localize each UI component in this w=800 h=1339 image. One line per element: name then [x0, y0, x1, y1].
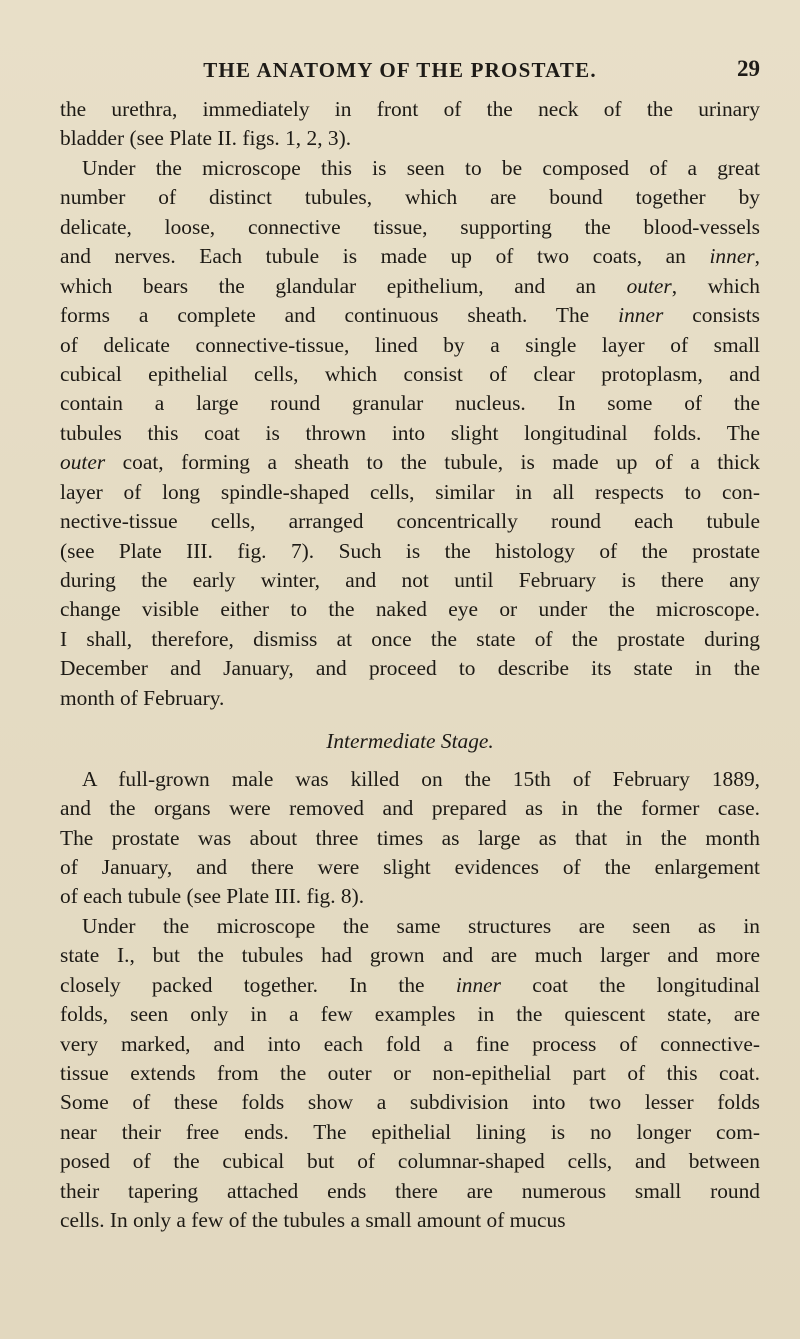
text-line: of delicate connective-tissue, lined by a single layer of small — [60, 332, 760, 357]
italic-term: outer — [60, 450, 106, 475]
italic-term: inner — [709, 244, 755, 269]
text-line: of January, and there were slight evidences of the enlargement — [60, 854, 760, 879]
text-line: Under the microscope the same structures are seen as in — [82, 913, 760, 938]
text-line: forms a complete and continuous sheath. The inner consists — [60, 303, 760, 328]
text-line: during the early winter, and not until February is there any — [60, 568, 760, 592]
italic-term: inner — [455, 972, 501, 997]
text-line: (see Plate III. fig. 7). Such is the histology of the prostate — [60, 538, 760, 563]
text-line: and nerves. Each tubule is made up of two coats, an inner, — [60, 244, 760, 269]
text-line: change visible either to the naked eye or under the microscope. — [60, 597, 760, 622]
text-line: which bears the glandular epithelium, and an outer, which — [60, 273, 760, 298]
page-header — [0, 58, 800, 98]
text-line: folds, seen only in a few examples in the quiescent state, are — [60, 1002, 760, 1027]
text-line: nective-tissue cells, arranged concentrically round each tubule — [60, 509, 760, 534]
body-text — [60, 95, 760, 1236]
page-number: 29 — [737, 56, 760, 81]
text-line: Under the microscope this is seen to be composed of a great — [82, 155, 760, 180]
text-line: number of distinct tubules, which are bound together by — [60, 185, 760, 210]
text-line: tubules this coat is thrown into slight longitudinal folds. The — [60, 420, 760, 445]
text-line: cubical epithelial cells, which consist of clear protoplasm, and — [60, 361, 760, 386]
text-line: The prostate was about three times as large as that in the month — [60, 825, 760, 850]
text-line: contain a large round granular nucleus. In some of the — [60, 391, 760, 416]
text-line: Some of these folds show a subdivision into two lesser folds — [60, 1090, 760, 1115]
text-line: near their free ends. The epithelial lining is no longer com- — [60, 1119, 760, 1144]
text-line: cells. In only a few of the tubules a small amount of mucus — [60, 1208, 566, 1233]
text-line: outer coat, forming a sheath to the tubule, is made up of a thick — [60, 450, 760, 475]
text-line: tissue extends from the outer or non-epithelial part of this coat. — [60, 1061, 760, 1085]
text-line: their tapering attached ends there are numerous small round — [60, 1178, 760, 1203]
text-line: state I., but the tubules had grown and are much larger and more — [60, 943, 760, 968]
italic-term: outer — [626, 273, 672, 298]
text-line: posed of the cubical but of columnar-shaped cells, and between — [60, 1149, 760, 1174]
text-line: delicate, loose, connective tissue, supporting the blood-vessels — [60, 214, 760, 239]
text-line: layer of long spindle-shaped cells, similar in all respects to con- — [60, 479, 760, 504]
text-line: I shall, therefore, dismiss at once the state of the prostate during — [60, 626, 760, 651]
text-line: month of February. — [60, 685, 225, 710]
italic-term: inner — [618, 303, 664, 328]
text-line: and the organs were removed and prepared as in the former case. — [60, 796, 760, 821]
text-line: very marked, and into each fold a fine process of connective- — [60, 1031, 760, 1056]
text-line: closely packed together. In the inner coat the longitudinal — [60, 972, 760, 997]
text-line: bladder (see Plate II. figs. 1, 2, 3). — [60, 126, 352, 151]
text-line: A full-grown male was killed on the 15th of February 1889, — [82, 766, 760, 791]
running-title: THE ANATOMY OF THE PROSTATE. — [203, 58, 597, 82]
text-line: of each tubule (see Plate III. fig. 8). — [60, 884, 365, 909]
text-line: December and January, and proceed to describe its state in the — [60, 656, 760, 681]
text-line: the urethra, immediately in front of the neck of the urinary — [60, 97, 760, 121]
section-heading: Intermediate Stage. — [326, 729, 494, 754]
